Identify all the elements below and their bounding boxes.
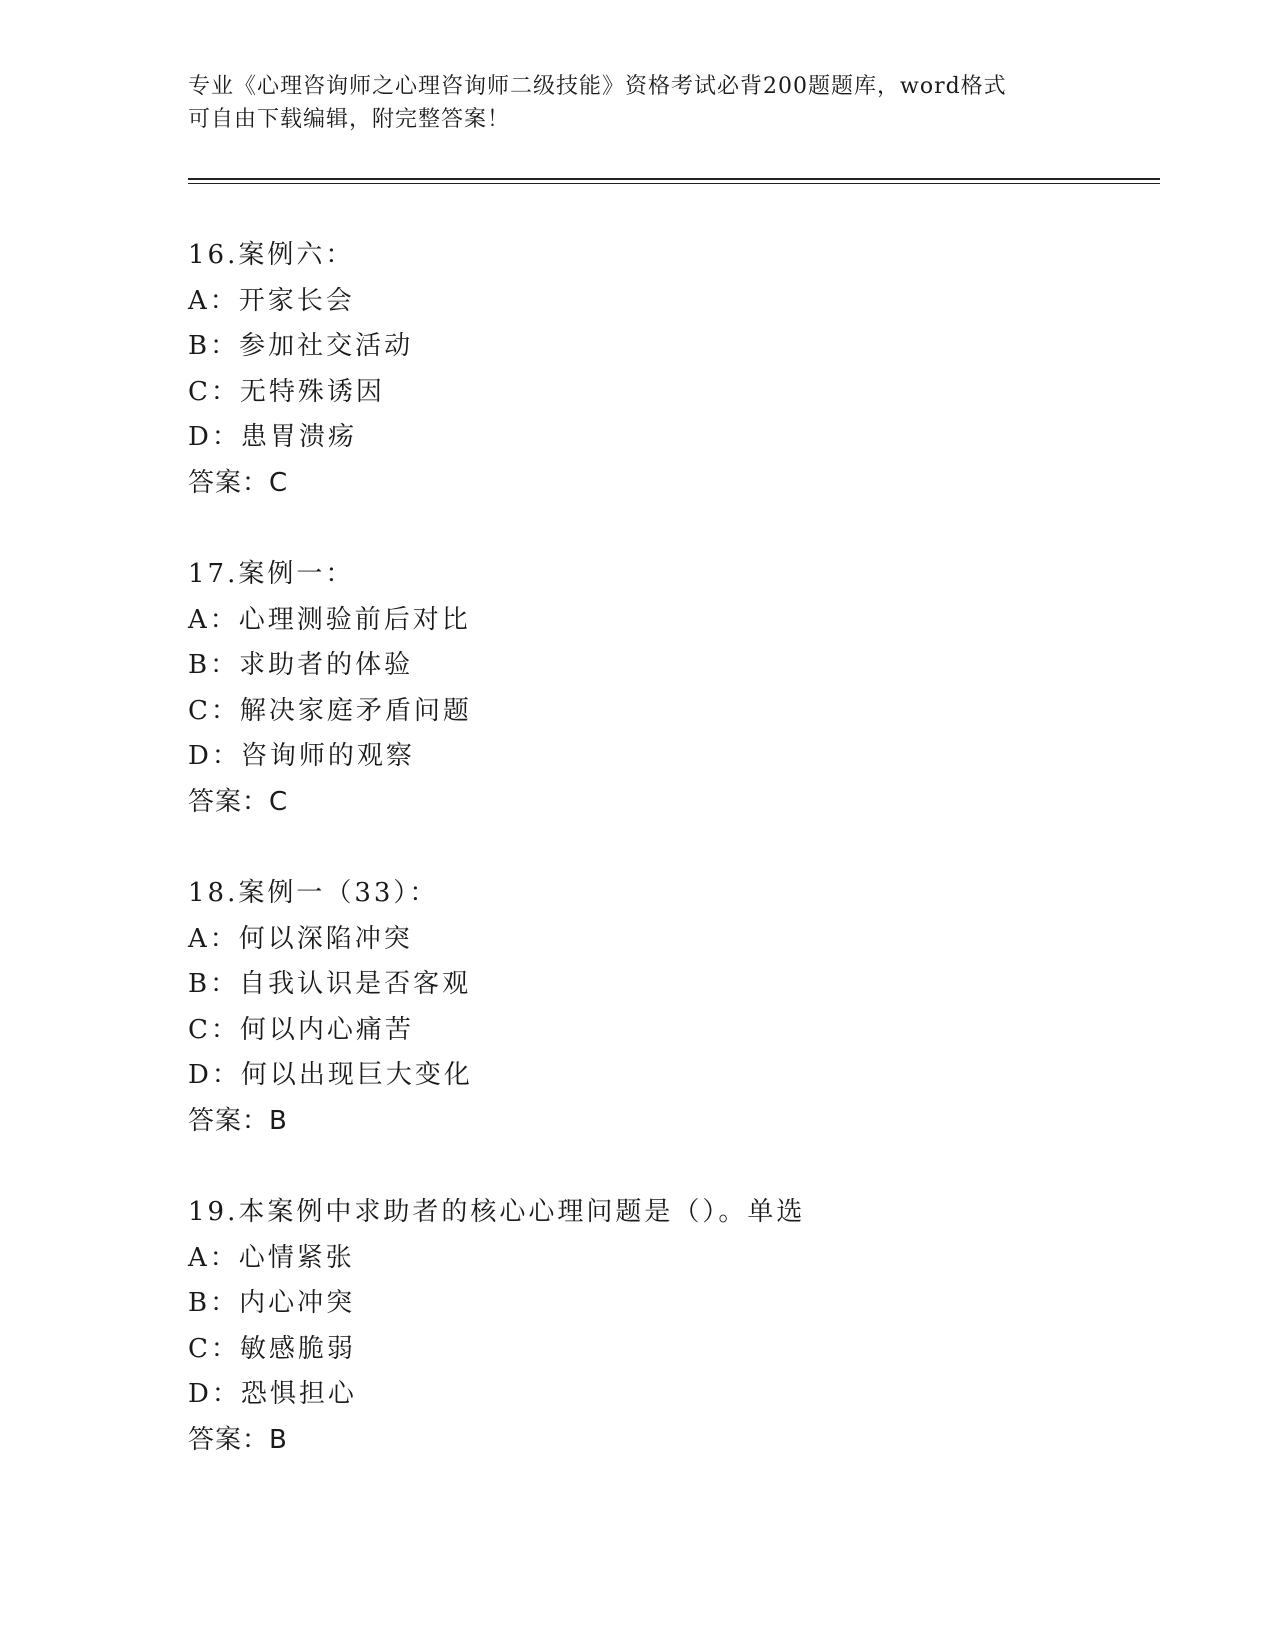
question-stem: 18.案例一（33）： <box>188 878 439 908</box>
option-a: A：何以深陷冲突 <box>188 923 413 954</box>
document-header <box>188 70 1088 136</box>
header-line-2: 可自由下载编辑，附完整答案！ <box>188 107 511 132</box>
header-line-1: 专业《心理咨询师之心理咨询师二级技能》资格考试必背200题题库，word格式 <box>188 74 1007 99</box>
question-18 <box>188 871 1138 1144</box>
answer: 答案：B <box>188 1105 288 1136</box>
option-b: B：求助者的体验 <box>188 650 414 680</box>
question-16 <box>188 233 1138 506</box>
question-19 <box>188 1190 1138 1463</box>
option-d: D：恐惧担心 <box>188 1379 357 1409</box>
option-d: D：患胃溃疡 <box>188 422 357 452</box>
question-17 <box>188 552 1138 825</box>
option-b: B：参加社交活动 <box>188 331 414 361</box>
option-d: D：何以出现巨大变化 <box>188 1060 473 1090</box>
option-a: A：心情紧张 <box>188 1242 355 1273</box>
option-a: A：开家长会 <box>188 285 355 316</box>
option-c: C：无特殊诱因 <box>188 376 385 407</box>
answer: 答案：B <box>188 1424 288 1455</box>
question-stem: 17.案例一： <box>188 559 355 589</box>
question-list <box>188 233 1138 1509</box>
option-c: C：解决家庭矛盾问题 <box>188 695 472 726</box>
question-stem: 16.案例六： <box>188 240 355 270</box>
header-divider <box>188 178 1160 184</box>
option-a: A：心理测验前后对比 <box>188 604 471 635</box>
answer: 答案：C <box>188 467 289 498</box>
option-b: B：内心冲突 <box>188 1288 356 1318</box>
option-c: C：敏感脆弱 <box>188 1333 356 1364</box>
option-c: C：何以内心痛苦 <box>188 1014 414 1045</box>
option-b: B：自我认识是否客观 <box>188 969 472 999</box>
option-d: D：咨询师的观察 <box>188 741 415 771</box>
answer: 答案：C <box>188 786 289 817</box>
question-stem: 19.本案例中求助者的核心心理问题是（）。单选 <box>188 1197 806 1227</box>
